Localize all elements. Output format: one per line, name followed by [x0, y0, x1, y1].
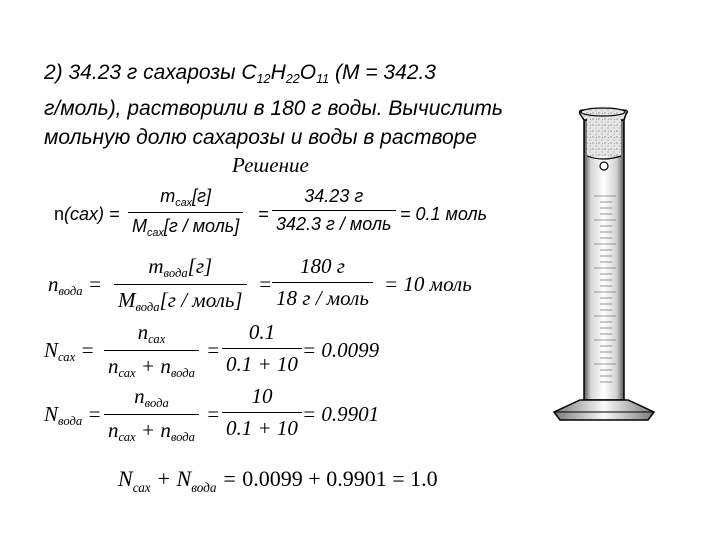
fraction-values: 180 г 18 г / моль	[272, 254, 373, 311]
fraction-values: 34.23 г 342.3 г / моль	[272, 186, 396, 235]
graduated-cylinder-icon	[550, 100, 660, 430]
solution-heading: Решение	[232, 153, 309, 177]
equation-lhs: $N_{вода}$ =	[44, 402, 102, 428]
equation-lhs: $N_{сах}$ =	[44, 338, 95, 364]
fraction-values: $\frac{0.1}{0.1 + 10}$	[222, 320, 302, 377]
fraction-formula: $m_{вода}[г]$ $M_{вода}[г$ / моль]	[114, 254, 247, 315]
equation-result: = 0.9901	[302, 402, 380, 426]
fraction-formula: $n_{сах}$ $n_{сах} + n_{вода}$	[104, 320, 199, 381]
equation-result: = 0.0099	[302, 338, 380, 362]
problem-line: г/моль), растворили в 180 г воды. Вычислить	[44, 97, 503, 120]
fraction-formula: $n_{вода}$ $n_{сах} + n_{вода}$	[104, 384, 199, 445]
fraction-values: $\frac{10}{0.1 + 10}$	[222, 384, 302, 441]
equation-result: = 0.1 моль	[400, 204, 488, 224]
equation-lhs: n(сах) =	[54, 204, 120, 224]
fraction-formula: $m_{сах}[г]$ $M_{сах}[г$ / моль]	[128, 186, 243, 239]
equation-result: = 10 моль	[384, 272, 472, 296]
equation-sum-check: $N_{сах} + N_{вода} = 0.0099 + 0.9901 = 1.0$	[118, 466, 438, 495]
equation-lhs: $n_{вода}$ =	[48, 272, 103, 298]
problem-line: 2) 34.23 г сахарозы $C_{12}H_{22}O_{11}$ (M = 342.3	[44, 61, 436, 86]
problem-statement	[44, 58, 574, 152]
problem-line: мольную долю сахарозы и воды в растворе	[44, 126, 478, 149]
